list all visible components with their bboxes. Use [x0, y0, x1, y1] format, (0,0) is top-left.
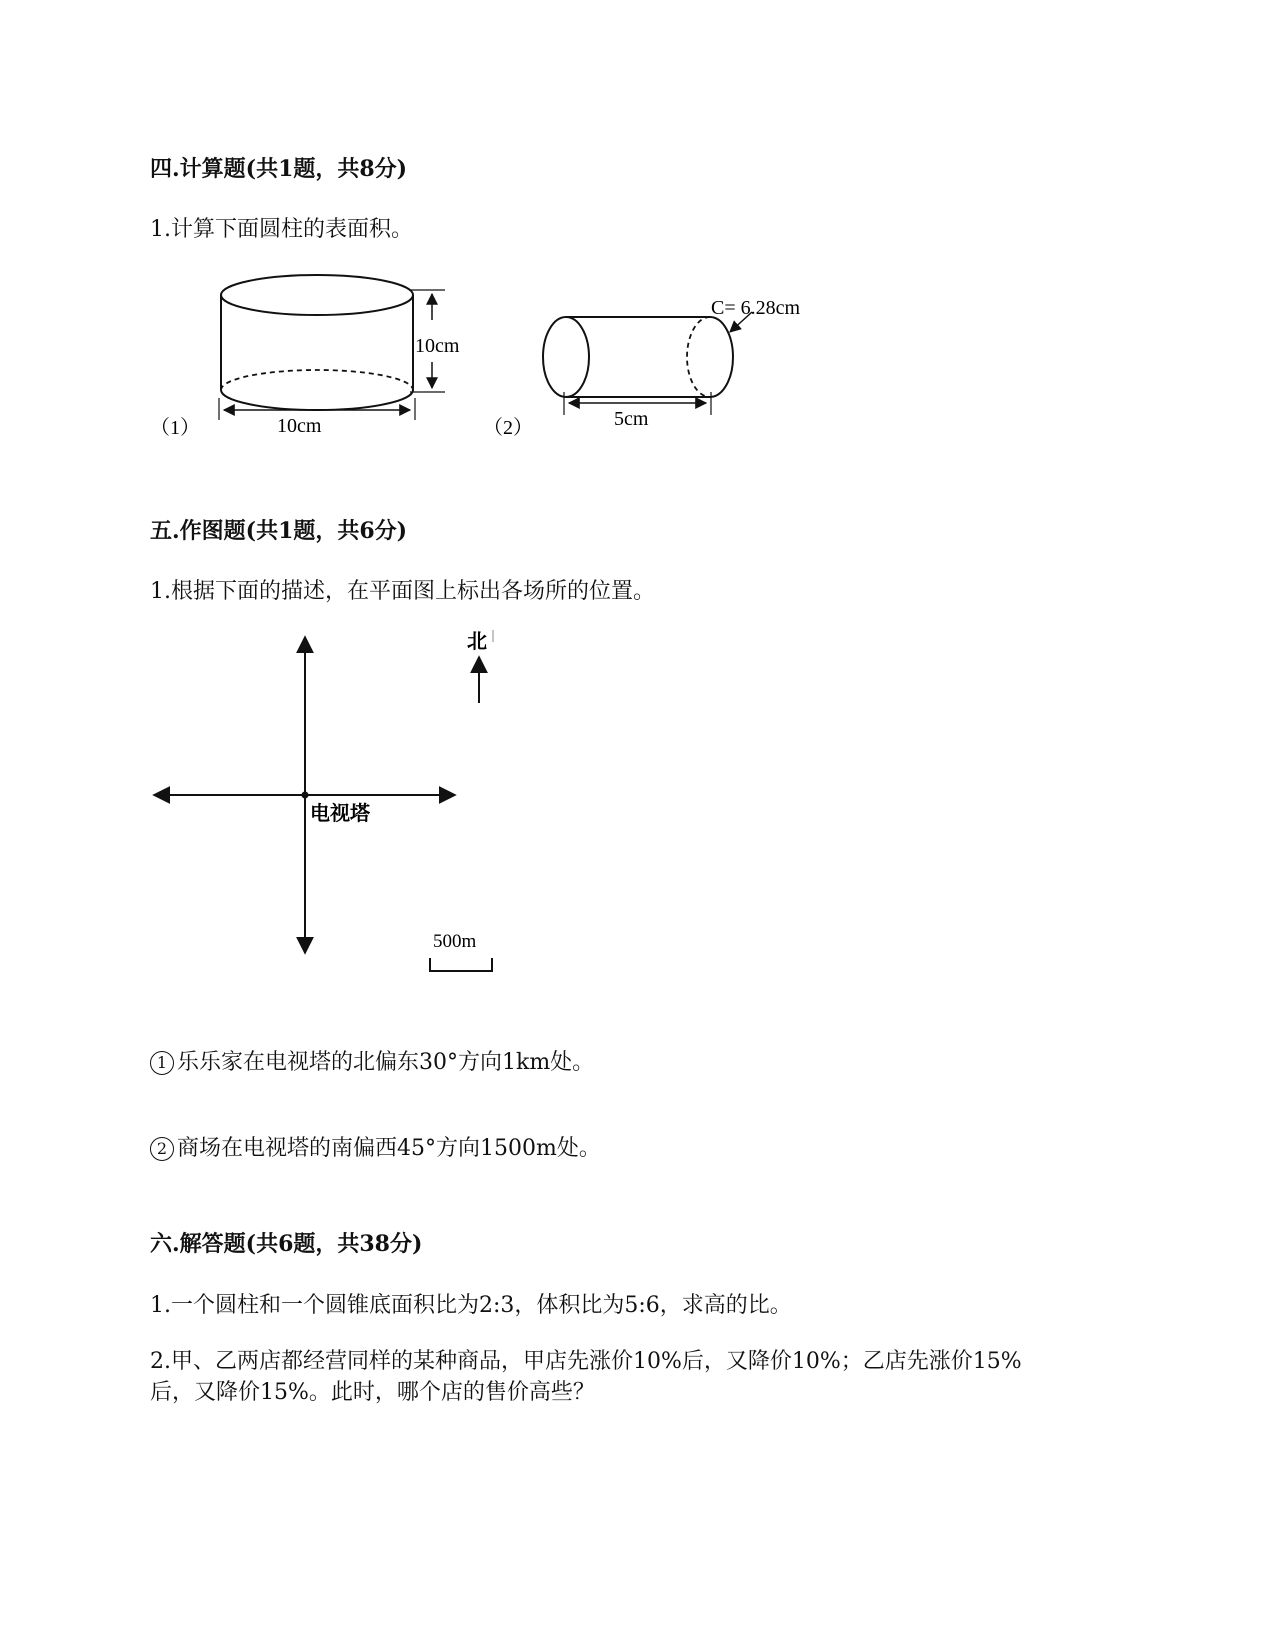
section6-question1: 1.一个圆柱和一个圆锥底面积比为2:3，体积比为5:6，求高的比。 — [150, 1293, 792, 1318]
tv-tower-point — [302, 792, 309, 799]
north-label: 北 — [467, 631, 487, 653]
section6-question2-line2: 后，又降价15%。此时，哪个店的售价高些？ — [150, 1380, 595, 1405]
cylinder-figures — [140, 270, 840, 470]
tv-tower-label: 电视塔 — [310, 803, 370, 825]
map-item-1-text: 乐乐家在电视塔的北偏东30°方向1km处。 — [177, 1050, 595, 1075]
cylinder-figure-1 — [219, 275, 445, 420]
figure1-label: （1） — [150, 417, 200, 439]
section5-question1: 1.根据下面的描述，在平面图上标出各场所的位置。 — [150, 579, 655, 604]
map-item-1 — [150, 1045, 594, 1076]
section5-heading: 五.作图题(共1题，共6分) — [150, 518, 408, 544]
map-item-2-text: 商场在电视塔的南偏西45°方向1500m处。 — [177, 1136, 601, 1161]
figure2-label: （2） — [483, 417, 533, 439]
section4-heading: 四.计算题(共1题，共8分) — [150, 156, 408, 182]
figure2-circumference-label: C= 6.28cm — [711, 297, 801, 319]
figure1-height-label: 10cm — [415, 335, 460, 357]
circled-number-1: 1 — [150, 1051, 174, 1075]
map-item-2 — [150, 1131, 601, 1162]
figure1-diameter-label: 10cm — [277, 415, 322, 437]
figure2-length-label: 5cm — [614, 408, 649, 430]
section6-heading: 六.解答题(共6题，共38分) — [150, 1231, 423, 1257]
section6-question2-line1: 2.甲、乙两店都经营同样的某种商品，甲店先涨价10%后，又降价10%；乙店先涨价15% — [150, 1349, 1022, 1374]
position-map — [140, 630, 520, 1010]
scale-label: 500m — [433, 931, 477, 952]
circled-number-2: 2 — [150, 1137, 174, 1161]
scale-bar — [430, 958, 492, 971]
section4-question1: 1.计算下面圆柱的表面积。 — [150, 217, 413, 242]
cylinder-figure-2 — [543, 312, 752, 415]
